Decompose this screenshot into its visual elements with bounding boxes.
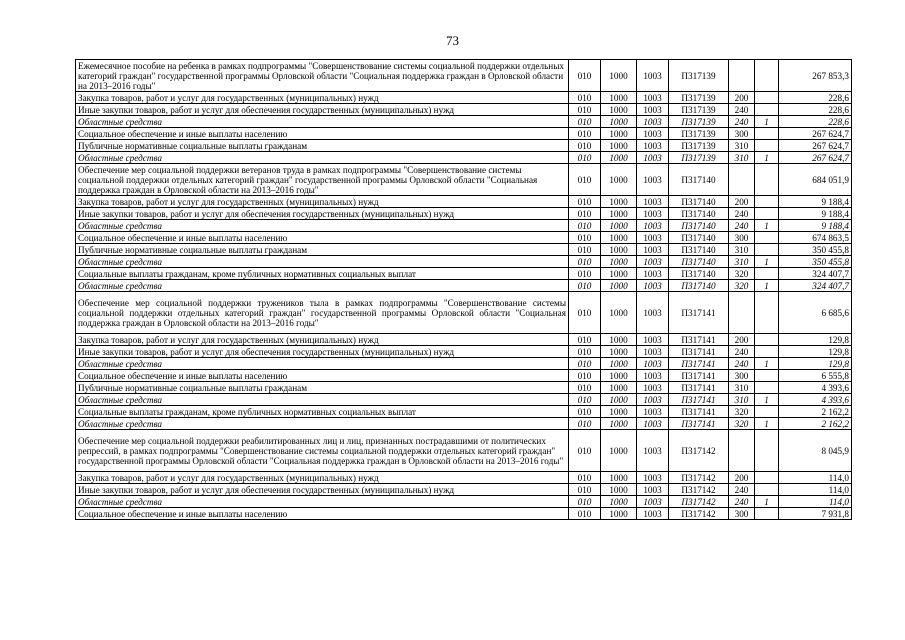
cell-expense-type: 240 xyxy=(729,496,755,508)
cell-amount: 6 685,6 xyxy=(779,292,852,334)
cell-expense-type: 310 xyxy=(729,394,755,406)
cell-funding-source xyxy=(755,472,779,484)
table-row xyxy=(76,268,852,280)
cell-admin-code: 010 xyxy=(569,472,601,484)
cell-funding-source xyxy=(755,430,779,472)
cell-name: Областные средства xyxy=(76,280,569,292)
table-row xyxy=(76,220,852,232)
cell-expense-type: 320 xyxy=(729,406,755,418)
cell-funding-source xyxy=(755,268,779,280)
cell-section: 1000 xyxy=(601,140,637,152)
cell-funding-source xyxy=(755,140,779,152)
cell-admin-code: 010 xyxy=(569,418,601,430)
cell-section: 1000 xyxy=(601,104,637,116)
cell-expense-type: 200 xyxy=(729,472,755,484)
cell-name: Областные средства xyxy=(76,116,569,128)
cell-expense-type: 240 xyxy=(729,116,755,128)
cell-subsection: 1003 xyxy=(637,60,669,92)
cell-section: 1000 xyxy=(601,370,637,382)
cell-target-article: П317140 xyxy=(669,256,729,268)
cell-funding-source: 1 xyxy=(755,220,779,232)
cell-funding-source: 1 xyxy=(755,358,779,370)
cell-admin-code: 010 xyxy=(569,430,601,472)
cell-subsection: 1003 xyxy=(637,208,669,220)
cell-target-article: П317139 xyxy=(669,60,729,92)
cell-amount: 324 407,7 xyxy=(779,280,852,292)
cell-expense-type: 320 xyxy=(729,280,755,292)
table-row xyxy=(76,128,852,140)
cell-target-article: П317141 xyxy=(669,406,729,418)
cell-amount: 674 863,5 xyxy=(779,232,852,244)
cell-amount: 7 931,8 xyxy=(779,508,852,520)
cell-section: 1000 xyxy=(601,244,637,256)
cell-funding-source xyxy=(755,370,779,382)
cell-expense-type: 310 xyxy=(729,256,755,268)
cell-amount: 267 853,3 xyxy=(779,60,852,92)
cell-expense-type: 300 xyxy=(729,128,755,140)
cell-subsection: 1003 xyxy=(637,232,669,244)
cell-subsection: 1003 xyxy=(637,140,669,152)
cell-admin-code: 010 xyxy=(569,256,601,268)
cell-subsection: 1003 xyxy=(637,484,669,496)
cell-amount: 6 555,8 xyxy=(779,370,852,382)
cell-subsection: 1003 xyxy=(637,164,669,196)
cell-section: 1000 xyxy=(601,484,637,496)
cell-section: 1000 xyxy=(601,430,637,472)
cell-subsection: 1003 xyxy=(637,104,669,116)
cell-name: Областные средства xyxy=(76,394,569,406)
cell-funding-source: 1 xyxy=(755,256,779,268)
cell-expense-type: 320 xyxy=(729,268,755,280)
cell-admin-code: 010 xyxy=(569,196,601,208)
cell-admin-code: 010 xyxy=(569,92,601,104)
cell-target-article: П317139 xyxy=(669,104,729,116)
cell-subsection: 1003 xyxy=(637,220,669,232)
cell-target-article: П317141 xyxy=(669,358,729,370)
cell-name: Закупка товаров, работ и услуг для государственных (муниципальных) нужд xyxy=(76,472,569,484)
cell-section: 1000 xyxy=(601,382,637,394)
cell-section: 1000 xyxy=(601,292,637,334)
cell-expense-type: 240 xyxy=(729,484,755,496)
cell-subsection: 1003 xyxy=(637,244,669,256)
cell-amount: 2 162,2 xyxy=(779,418,852,430)
table-row xyxy=(76,370,852,382)
cell-expense-type: 310 xyxy=(729,244,755,256)
table-row xyxy=(76,104,852,116)
cell-subsection: 1003 xyxy=(637,268,669,280)
cell-admin-code: 010 xyxy=(569,406,601,418)
cell-subsection: 1003 xyxy=(637,256,669,268)
cell-admin-code: 010 xyxy=(569,140,601,152)
cell-amount: 228,6 xyxy=(779,104,852,116)
cell-expense-type: 200 xyxy=(729,196,755,208)
cell-funding-source xyxy=(755,292,779,334)
cell-section: 1000 xyxy=(601,346,637,358)
cell-funding-source: 1 xyxy=(755,152,779,164)
cell-subsection: 1003 xyxy=(637,152,669,164)
cell-admin-code: 010 xyxy=(569,508,601,520)
cell-section: 1000 xyxy=(601,256,637,268)
cell-expense-type xyxy=(729,164,755,196)
table-row xyxy=(76,496,852,508)
cell-target-article: П317140 xyxy=(669,196,729,208)
cell-name: Публичные нормативные социальные выплаты гражданам xyxy=(76,244,569,256)
cell-target-article: П317140 xyxy=(669,280,729,292)
cell-funding-source: 1 xyxy=(755,496,779,508)
cell-admin-code: 010 xyxy=(569,346,601,358)
cell-subsection: 1003 xyxy=(637,382,669,394)
cell-funding-source xyxy=(755,128,779,140)
cell-expense-type: 240 xyxy=(729,220,755,232)
cell-target-article: П317141 xyxy=(669,292,729,334)
cell-expense-type: 300 xyxy=(729,232,755,244)
cell-target-article: П317141 xyxy=(669,370,729,382)
table-row xyxy=(76,164,852,196)
cell-target-article: П317142 xyxy=(669,484,729,496)
cell-name: Социальные выплаты гражданам, кроме публичных нормативных социальных выплат xyxy=(76,406,569,418)
cell-admin-code: 010 xyxy=(569,358,601,370)
cell-expense-type: 310 xyxy=(729,140,755,152)
cell-admin-code: 010 xyxy=(569,382,601,394)
cell-expense-type: 300 xyxy=(729,370,755,382)
cell-name: Иные закупки товаров, работ и услуг для обеспечения государственных (муниципальных) нужд xyxy=(76,484,569,496)
table-row xyxy=(76,208,852,220)
cell-admin-code: 010 xyxy=(569,334,601,346)
cell-subsection: 1003 xyxy=(637,508,669,520)
cell-target-article: П317139 xyxy=(669,152,729,164)
cell-name: Областные средства xyxy=(76,220,569,232)
cell-section: 1000 xyxy=(601,208,637,220)
cell-section: 1000 xyxy=(601,358,637,370)
cell-admin-code: 010 xyxy=(569,244,601,256)
cell-funding-source: 1 xyxy=(755,280,779,292)
cell-amount: 114,0 xyxy=(779,484,852,496)
cell-amount: 129,8 xyxy=(779,334,852,346)
cell-amount: 129,8 xyxy=(779,358,852,370)
cell-amount: 114,0 xyxy=(779,496,852,508)
cell-funding-source xyxy=(755,508,779,520)
cell-expense-type: 200 xyxy=(729,92,755,104)
cell-name: Закупка товаров, работ и услуг для государственных (муниципальных) нужд xyxy=(76,334,569,346)
cell-name: Иные закупки товаров, работ и услуг для обеспечения государственных (муниципальных) нужд xyxy=(76,208,569,220)
cell-funding-source: 1 xyxy=(755,418,779,430)
cell-funding-source xyxy=(755,208,779,220)
cell-expense-type: 200 xyxy=(729,334,755,346)
cell-target-article: П317140 xyxy=(669,244,729,256)
cell-section: 1000 xyxy=(601,164,637,196)
cell-target-article: П317141 xyxy=(669,394,729,406)
cell-name: Областные средства xyxy=(76,152,569,164)
cell-section: 1000 xyxy=(601,472,637,484)
table-row xyxy=(76,140,852,152)
cell-expense-type: 310 xyxy=(729,382,755,394)
cell-section: 1000 xyxy=(601,406,637,418)
cell-amount: 267 624,7 xyxy=(779,140,852,152)
cell-funding-source xyxy=(755,334,779,346)
table-row xyxy=(76,358,852,370)
cell-section: 1000 xyxy=(601,116,637,128)
cell-section: 1000 xyxy=(601,508,637,520)
table-row xyxy=(76,232,852,244)
table-row xyxy=(76,472,852,484)
cell-expense-type: 310 xyxy=(729,152,755,164)
cell-name: Социальные выплаты гражданам, кроме публичных нормативных социальных выплат xyxy=(76,268,569,280)
budget-table xyxy=(75,59,852,520)
table-row xyxy=(76,382,852,394)
cell-target-article: П317141 xyxy=(669,334,729,346)
cell-funding-source xyxy=(755,92,779,104)
cell-expense-type: 240 xyxy=(729,346,755,358)
cell-subsection: 1003 xyxy=(637,92,669,104)
cell-funding-source xyxy=(755,484,779,496)
cell-amount: 129,8 xyxy=(779,346,852,358)
cell-target-article: П317140 xyxy=(669,232,729,244)
table-row xyxy=(76,508,852,520)
cell-amount: 267 624,7 xyxy=(779,152,852,164)
cell-expense-type: 320 xyxy=(729,418,755,430)
cell-funding-source xyxy=(755,196,779,208)
cell-name: Закупка товаров, работ и услуг для государственных (муниципальных) нужд xyxy=(76,196,569,208)
cell-name: Иные закупки товаров, работ и услуг для обеспечения государственных (муниципальных) нужд xyxy=(76,104,569,116)
table-row xyxy=(76,92,852,104)
cell-amount: 2 162,2 xyxy=(779,406,852,418)
cell-subsection: 1003 xyxy=(637,128,669,140)
cell-section: 1000 xyxy=(601,268,637,280)
cell-target-article: П317141 xyxy=(669,382,729,394)
cell-name: Обеспечение мер социальной поддержки тружеников тыла в рамках подпрограммы "Совершенствование системы социальной поддержки отдельных категорий граждан" государственной программы Орловской области "Социальная поддержка граждан в Орловской области на 2013–2016 годы" xyxy=(76,292,569,334)
cell-amount: 324 407,7 xyxy=(779,268,852,280)
cell-target-article: П317140 xyxy=(669,268,729,280)
table-row xyxy=(76,346,852,358)
cell-target-article: П317141 xyxy=(669,346,729,358)
cell-expense-type: 240 xyxy=(729,358,755,370)
cell-admin-code: 010 xyxy=(569,496,601,508)
table-row xyxy=(76,418,852,430)
cell-admin-code: 010 xyxy=(569,164,601,196)
cell-expense-type: 240 xyxy=(729,208,755,220)
cell-target-article: П317142 xyxy=(669,430,729,472)
cell-subsection: 1003 xyxy=(637,292,669,334)
cell-target-article: П317140 xyxy=(669,220,729,232)
cell-section: 1000 xyxy=(601,128,637,140)
cell-expense-type: 300 xyxy=(729,508,755,520)
cell-amount: 228,6 xyxy=(779,92,852,104)
cell-name: Закупка товаров, работ и услуг для государственных (муниципальных) нужд xyxy=(76,92,569,104)
cell-amount: 350 455,8 xyxy=(779,244,852,256)
cell-section: 1000 xyxy=(601,92,637,104)
cell-funding-source: 1 xyxy=(755,116,779,128)
cell-target-article: П317141 xyxy=(669,418,729,430)
cell-name: Публичные нормативные социальные выплаты гражданам xyxy=(76,140,569,152)
table-row xyxy=(76,152,852,164)
cell-subsection: 1003 xyxy=(637,116,669,128)
cell-subsection: 1003 xyxy=(637,370,669,382)
cell-amount: 9 188,4 xyxy=(779,220,852,232)
cell-target-article: П317142 xyxy=(669,472,729,484)
cell-subsection: 1003 xyxy=(637,496,669,508)
cell-name: Иные закупки товаров, работ и услуг для обеспечения государственных (муниципальных) нужд xyxy=(76,346,569,358)
table-row xyxy=(76,256,852,268)
cell-name: Областные средства xyxy=(76,358,569,370)
cell-funding-source xyxy=(755,164,779,196)
cell-admin-code: 010 xyxy=(569,220,601,232)
cell-name: Социальное обеспечение и иные выплаты населению xyxy=(76,508,569,520)
page-number: 73 xyxy=(446,33,459,48)
cell-funding-source xyxy=(755,382,779,394)
cell-amount: 114,0 xyxy=(779,472,852,484)
cell-name: Социальное обеспечение и иные выплаты населению xyxy=(76,232,569,244)
cell-section: 1000 xyxy=(601,220,637,232)
cell-name: Публичные нормативные социальные выплаты гражданам xyxy=(76,382,569,394)
table-row xyxy=(76,406,852,418)
cell-target-article: П317139 xyxy=(669,116,729,128)
cell-section: 1000 xyxy=(601,394,637,406)
cell-name: Областные средства xyxy=(76,496,569,508)
cell-funding-source xyxy=(755,406,779,418)
cell-amount: 4 393,6 xyxy=(779,382,852,394)
cell-target-article: П317139 xyxy=(669,140,729,152)
cell-admin-code: 010 xyxy=(569,370,601,382)
cell-admin-code: 010 xyxy=(569,280,601,292)
cell-amount: 684 051,9 xyxy=(779,164,852,196)
cell-subsection: 1003 xyxy=(637,394,669,406)
cell-target-article: П317142 xyxy=(669,496,729,508)
cell-amount: 8 045,9 xyxy=(779,430,852,472)
cell-name: Обеспечение мер социальной поддержки ветеранов труда в рамках подпрограммы "Совершенствование системы социальной поддержки отдельных категорий граждан" государственной программы Орловской области "Социальная поддержка граждан в Орловской области на 2013–2016 годы" xyxy=(76,164,569,196)
cell-amount: 9 188,4 xyxy=(779,208,852,220)
cell-subsection: 1003 xyxy=(637,472,669,484)
cell-section: 1000 xyxy=(601,60,637,92)
cell-funding-source: 1 xyxy=(755,394,779,406)
cell-section: 1000 xyxy=(601,232,637,244)
cell-admin-code: 010 xyxy=(569,292,601,334)
table-row xyxy=(76,292,852,334)
cell-subsection: 1003 xyxy=(637,196,669,208)
cell-funding-source xyxy=(755,232,779,244)
cell-section: 1000 xyxy=(601,334,637,346)
cell-subsection: 1003 xyxy=(637,280,669,292)
cell-subsection: 1003 xyxy=(637,358,669,370)
cell-section: 1000 xyxy=(601,496,637,508)
cell-admin-code: 010 xyxy=(569,394,601,406)
cell-admin-code: 010 xyxy=(569,104,601,116)
cell-section: 1000 xyxy=(601,196,637,208)
cell-name: Социальное обеспечение и иные выплаты населению xyxy=(76,370,569,382)
cell-admin-code: 010 xyxy=(569,60,601,92)
cell-admin-code: 010 xyxy=(569,128,601,140)
cell-section: 1000 xyxy=(601,152,637,164)
cell-funding-source xyxy=(755,60,779,92)
cell-name: Ежемесячное пособие на ребенка в рамках подпрограммы "Совершенствование системы социальной поддержки отдельных категорий граждан" государственной программы Орловской области "Социальная поддержка граждан в Орловской области на 2013–2016 годы" xyxy=(76,60,569,92)
budget-table-body xyxy=(76,60,852,520)
cell-amount: 228,6 xyxy=(779,116,852,128)
cell-amount: 4 393,6 xyxy=(779,394,852,406)
cell-amount: 9 188,4 xyxy=(779,196,852,208)
cell-subsection: 1003 xyxy=(637,334,669,346)
cell-expense-type: 240 xyxy=(729,104,755,116)
cell-name: Областные средства xyxy=(76,418,569,430)
table-row xyxy=(76,430,852,472)
cell-admin-code: 010 xyxy=(569,116,601,128)
cell-admin-code: 010 xyxy=(569,484,601,496)
cell-subsection: 1003 xyxy=(637,418,669,430)
cell-subsection: 1003 xyxy=(637,430,669,472)
cell-name: Обеспечение мер социальной поддержки реабилитированных лиц и лиц, признанных пострадавшими от политических репрессий, в рамках подпрограммы "Совершенствование системы социальной поддержки отдельных категорий граждан" государственной программы Орловской области "Социальная поддержка граждан в Орловской области на 2013–2016 годы" xyxy=(76,430,569,472)
cell-expense-type xyxy=(729,60,755,92)
cell-subsection: 1003 xyxy=(637,346,669,358)
table-row xyxy=(76,334,852,346)
table-row xyxy=(76,484,852,496)
cell-funding-source xyxy=(755,104,779,116)
table-row xyxy=(76,196,852,208)
cell-expense-type xyxy=(729,292,755,334)
cell-subsection: 1003 xyxy=(637,406,669,418)
cell-amount: 267 624,7 xyxy=(779,128,852,140)
cell-section: 1000 xyxy=(601,418,637,430)
cell-target-article: П317142 xyxy=(669,508,729,520)
cell-target-article: П317139 xyxy=(669,92,729,104)
table-row xyxy=(76,280,852,292)
cell-target-article: П317140 xyxy=(669,208,729,220)
cell-target-article: П317139 xyxy=(669,128,729,140)
cell-funding-source xyxy=(755,244,779,256)
cell-expense-type xyxy=(729,430,755,472)
cell-funding-source xyxy=(755,346,779,358)
table-row xyxy=(76,60,852,92)
cell-amount: 350 455,8 xyxy=(779,256,852,268)
cell-admin-code: 010 xyxy=(569,208,601,220)
cell-admin-code: 010 xyxy=(569,232,601,244)
table-row xyxy=(76,244,852,256)
cell-name: Социальное обеспечение и иные выплаты населению xyxy=(76,128,569,140)
table-row xyxy=(76,116,852,128)
table-row xyxy=(76,394,852,406)
cell-target-article: П317140 xyxy=(669,164,729,196)
cell-name: Областные средства xyxy=(76,256,569,268)
cell-admin-code: 010 xyxy=(569,268,601,280)
cell-admin-code: 010 xyxy=(569,152,601,164)
cell-section: 1000 xyxy=(601,280,637,292)
